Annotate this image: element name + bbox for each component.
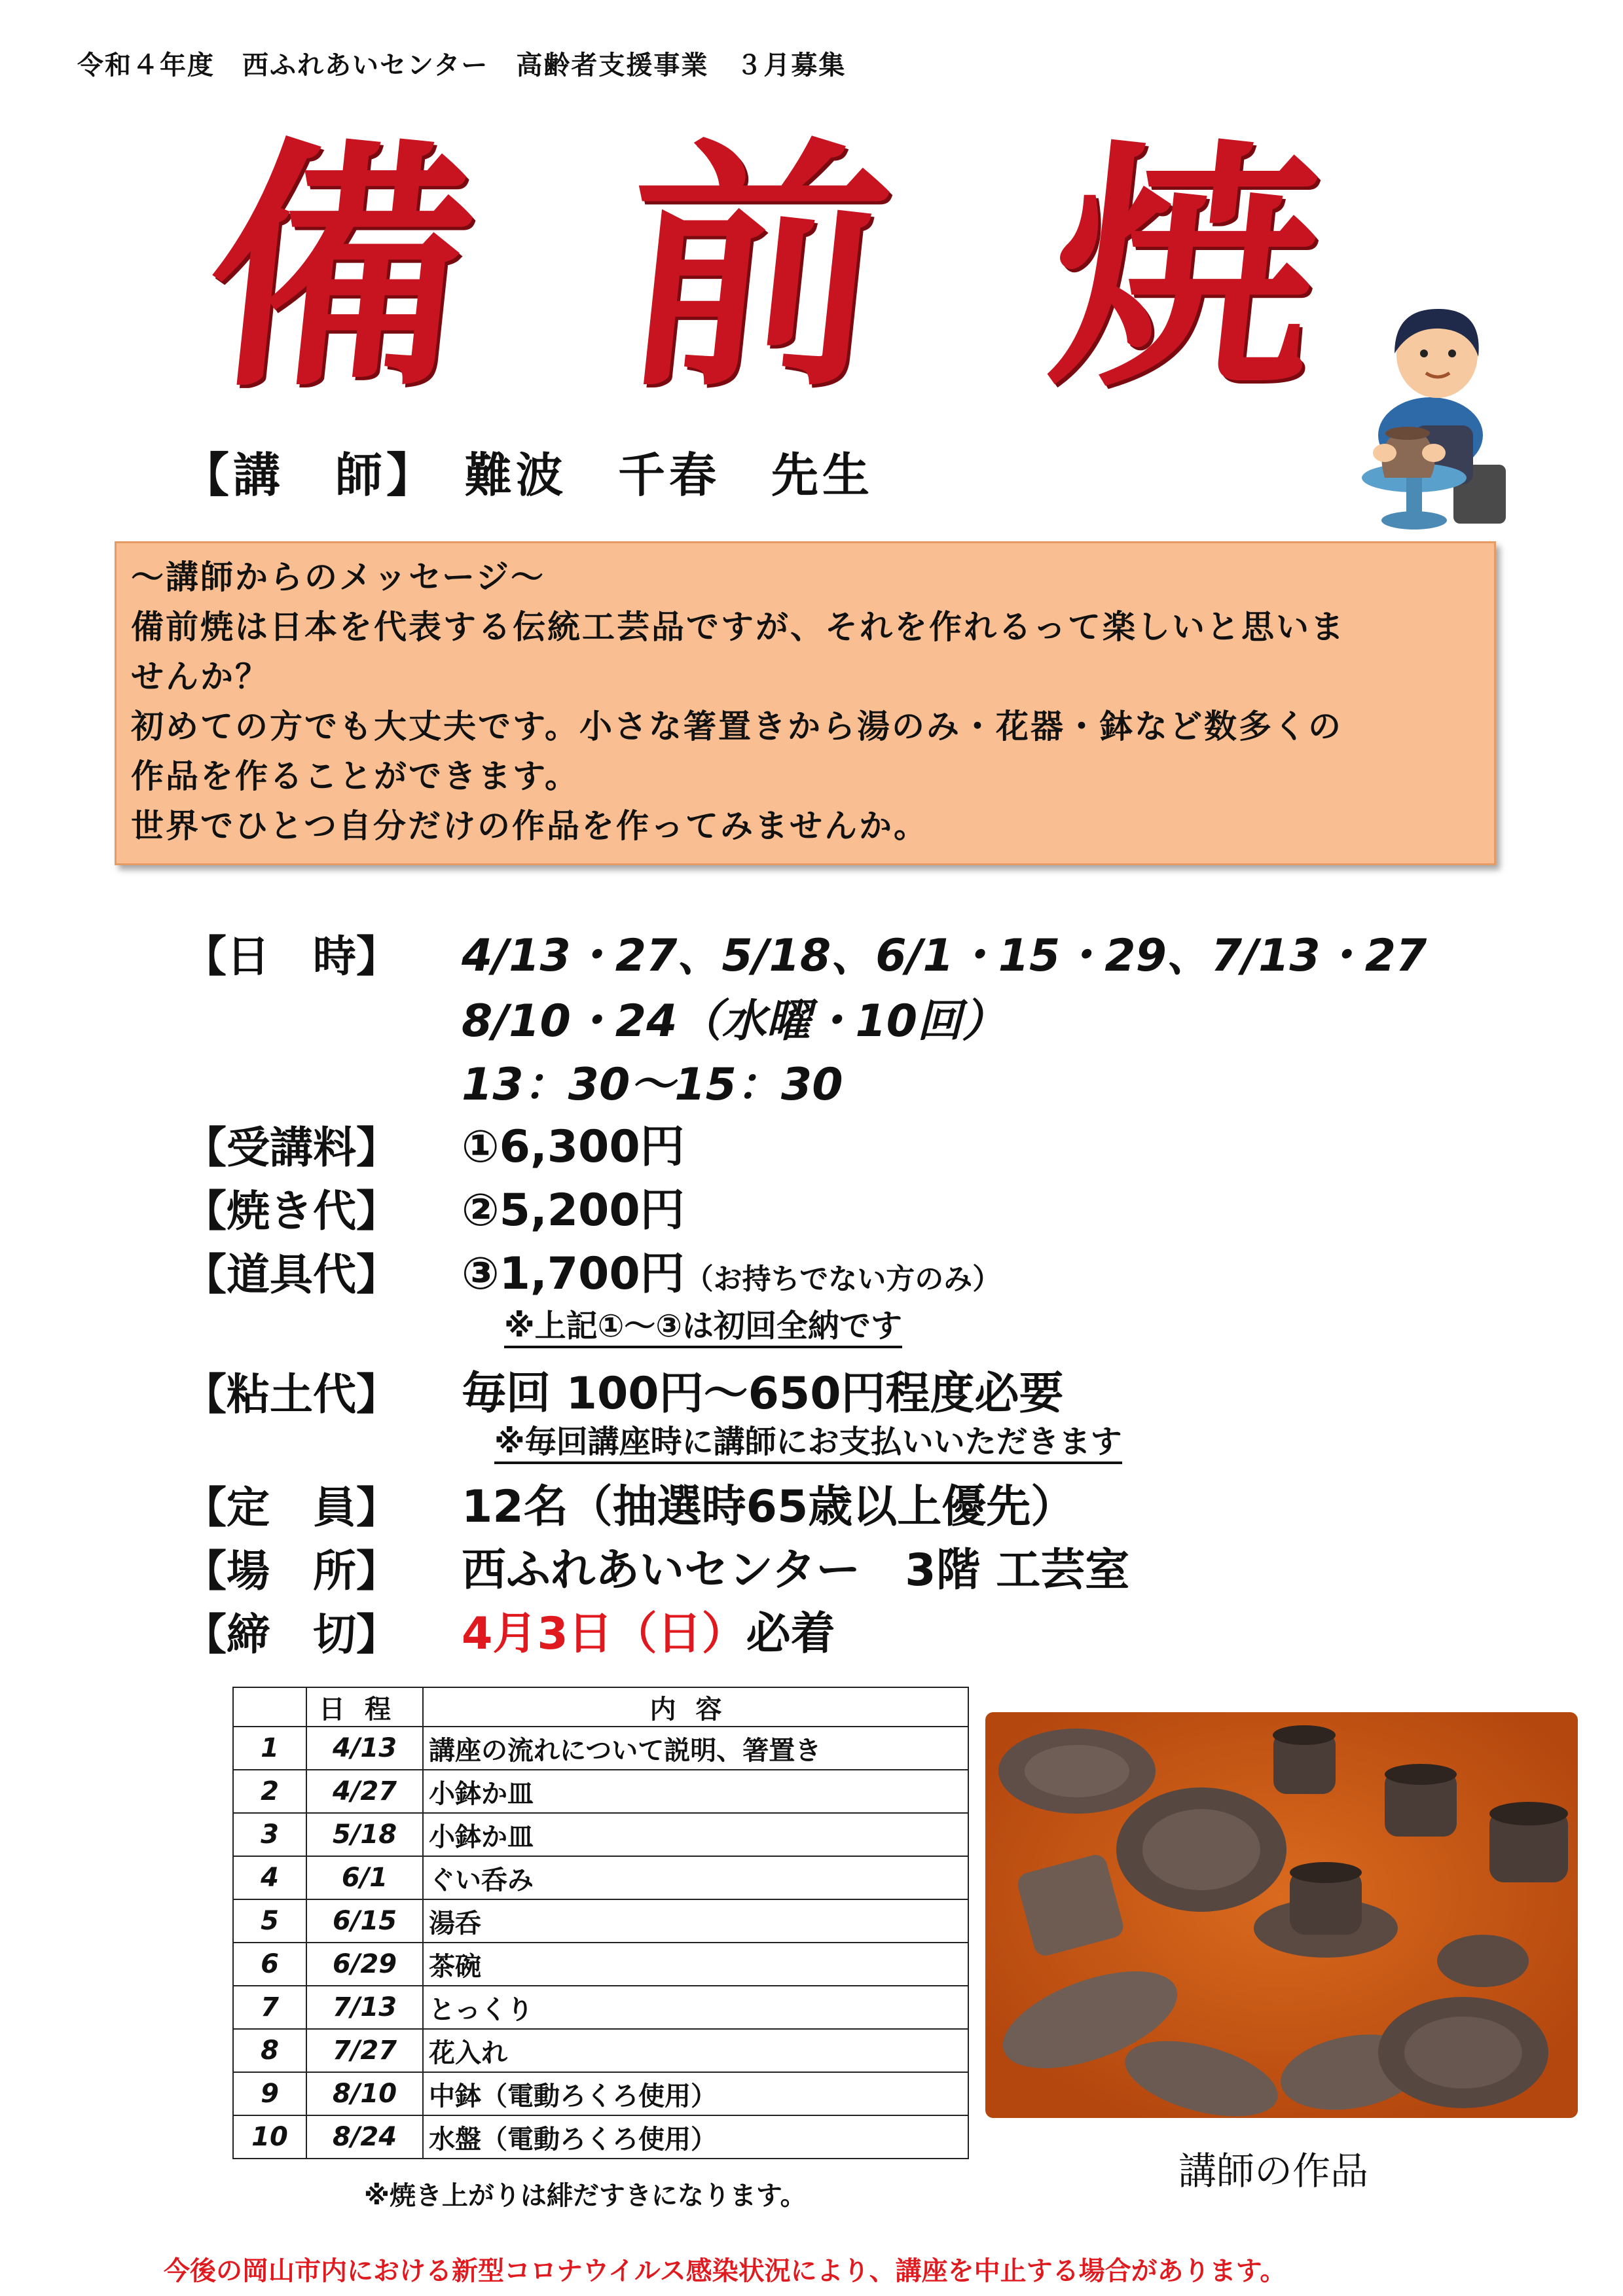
row-no: 6 — [233, 1943, 306, 1986]
clay-note — [494, 1416, 1122, 1462]
row-content: 花入れ — [423, 2029, 968, 2072]
row-content: 水盤（電動ろくろ使用） — [423, 2115, 968, 2159]
footer-notice: 今後の岡山市内における新型コロナウイルス感染状況により、講座を中止する場合があります。 — [164, 2256, 1286, 2286]
row-content: 小鉢か皿 — [423, 1813, 968, 1856]
row-no: 3 — [233, 1813, 306, 1856]
deadline-row — [462, 1598, 835, 1662]
message-line: せんか？ — [131, 658, 270, 696]
clay-fee-value: 毎回 100円～650円程度必要 — [462, 1368, 1064, 1420]
schedule-table — [232, 1687, 969, 2159]
instructor-name: 【講 師】 難波 千春 先生 — [182, 448, 874, 503]
row-content: 講座の流れについて説明、箸置き — [423, 1727, 968, 1770]
datetime-time: 13：30～15：30 — [462, 1059, 843, 1111]
row-content: 茶碗 — [423, 1943, 968, 1986]
row-content: 湯呑 — [423, 1899, 968, 1943]
fee-value: ①6,300円 — [462, 1121, 685, 1173]
payment-note — [504, 1300, 902, 1346]
deadline-label: 【締 切】 — [183, 1609, 399, 1660]
row-date: 6/29 — [306, 1943, 423, 1986]
row-date: 4/27 — [306, 1770, 423, 1813]
capacity-value: 12名（抽選時65歳以上優先） — [462, 1481, 1076, 1533]
row-no: 10 — [233, 2115, 306, 2159]
row-date: 8/10 — [306, 2072, 423, 2115]
row-no: 9 — [233, 2072, 306, 2115]
row-no: 5 — [233, 1899, 306, 1943]
row-content: 小鉢か皿 — [423, 1770, 968, 1813]
schedule-header-date: 日程 — [306, 1687, 423, 1727]
message-line: 初めての方でも大丈夫です。小さな箸置きから湯のみ・花器・鉢など数多くの — [131, 708, 1343, 745]
row-content: とっくり — [423, 1986, 968, 2029]
tools-fee-row — [462, 1238, 1001, 1302]
message-line: 世界でひとつ自分だけの作品を作ってみませんか。 — [131, 807, 928, 845]
photo-caption: 講師の作品 — [1178, 2149, 1369, 2193]
row-no: 7 — [233, 1986, 306, 2029]
row-no: 1 — [233, 1727, 306, 1770]
place-label: 【場 所】 — [183, 1546, 399, 1596]
message-line: 備前焼は日本を代表する伝統工芸品ですが、それを作れるって楽しいと思いま — [131, 608, 1345, 646]
table-row — [233, 1727, 968, 1770]
row-date: 8/24 — [306, 2115, 423, 2159]
row-no: 8 — [233, 2029, 306, 2072]
title-char-2: 前 — [609, 115, 903, 422]
potter-illustration-icon — [1349, 281, 1519, 537]
deadline-suffix: 必着 — [746, 1608, 835, 1660]
table-row — [233, 2029, 968, 2072]
message-line: 作品を作ることができます。 — [131, 757, 579, 795]
schedule-header-content: 内容 — [423, 1687, 968, 1727]
clay-fee-label: 【粘土代】 — [183, 1369, 399, 1420]
title-char-3: 焼 — [1038, 115, 1332, 422]
row-date: 6/15 — [306, 1899, 423, 1943]
datetime-dates-2: 8/10・24（水曜・10回） — [462, 996, 1007, 1047]
fee-label: 【受講料】 — [183, 1122, 399, 1173]
row-date: 7/27 — [306, 2029, 423, 2072]
table-row — [233, 1986, 968, 2029]
clay-note-text: ※毎回講座時に講師にお支払いいただきます — [494, 1424, 1122, 1464]
payment-note-text: ※上記①～③は初回全納です — [504, 1308, 902, 1348]
row-date: 5/18 — [306, 1813, 423, 1856]
capacity-label: 【定 員】 — [183, 1482, 399, 1533]
schedule-header-no — [233, 1687, 306, 1727]
tools-fee-label: 【道具代】 — [183, 1249, 399, 1300]
table-row — [233, 1856, 968, 1899]
place-value: 西ふれあいセンター 3階 工芸室 — [462, 1545, 1130, 1596]
table-row — [233, 1943, 968, 1986]
table-row — [233, 1813, 968, 1856]
row-content: 中鉢（電動ろくろ使用） — [423, 2072, 968, 2115]
message-box — [115, 541, 1496, 865]
footnote: ※焼き上がりは緋だすきになります。 — [364, 2181, 807, 2211]
row-no: 2 — [233, 1770, 306, 1813]
firing-fee-value: ②5,200円 — [462, 1185, 685, 1236]
firing-fee-label: 【焼き代】 — [183, 1186, 399, 1236]
row-date: 7/13 — [306, 1986, 423, 2029]
table-row — [233, 2115, 968, 2159]
row-content: ぐい呑み — [423, 1856, 968, 1899]
title-char-1: 備 — [193, 115, 488, 422]
tools-fee-value: ③1,700円 — [462, 1248, 685, 1300]
schedule-header-row — [233, 1687, 968, 1727]
datetime-dates: 4/13・27、5/18、6/1・15・29、7/13・27 — [462, 930, 1427, 982]
deadline-value: 4月3日（日） — [462, 1608, 746, 1660]
row-date: 6/1 — [306, 1856, 423, 1899]
header-line: 令和４年度 西ふれあいセンター 高齢者支援事業 ３月募集 — [77, 50, 847, 81]
table-row — [233, 1770, 968, 1813]
table-row — [233, 1899, 968, 1943]
datetime-label: 【日 時】 — [183, 931, 399, 982]
row-date: 4/13 — [306, 1727, 423, 1770]
tools-fee-note: （お持ちでない方のみ） — [684, 1263, 1002, 1296]
table-row — [233, 2072, 968, 2115]
row-no: 4 — [233, 1856, 306, 1899]
pottery-photo — [985, 1712, 1578, 2118]
message-heading: ～講師からのメッセージ～ — [131, 558, 545, 596]
